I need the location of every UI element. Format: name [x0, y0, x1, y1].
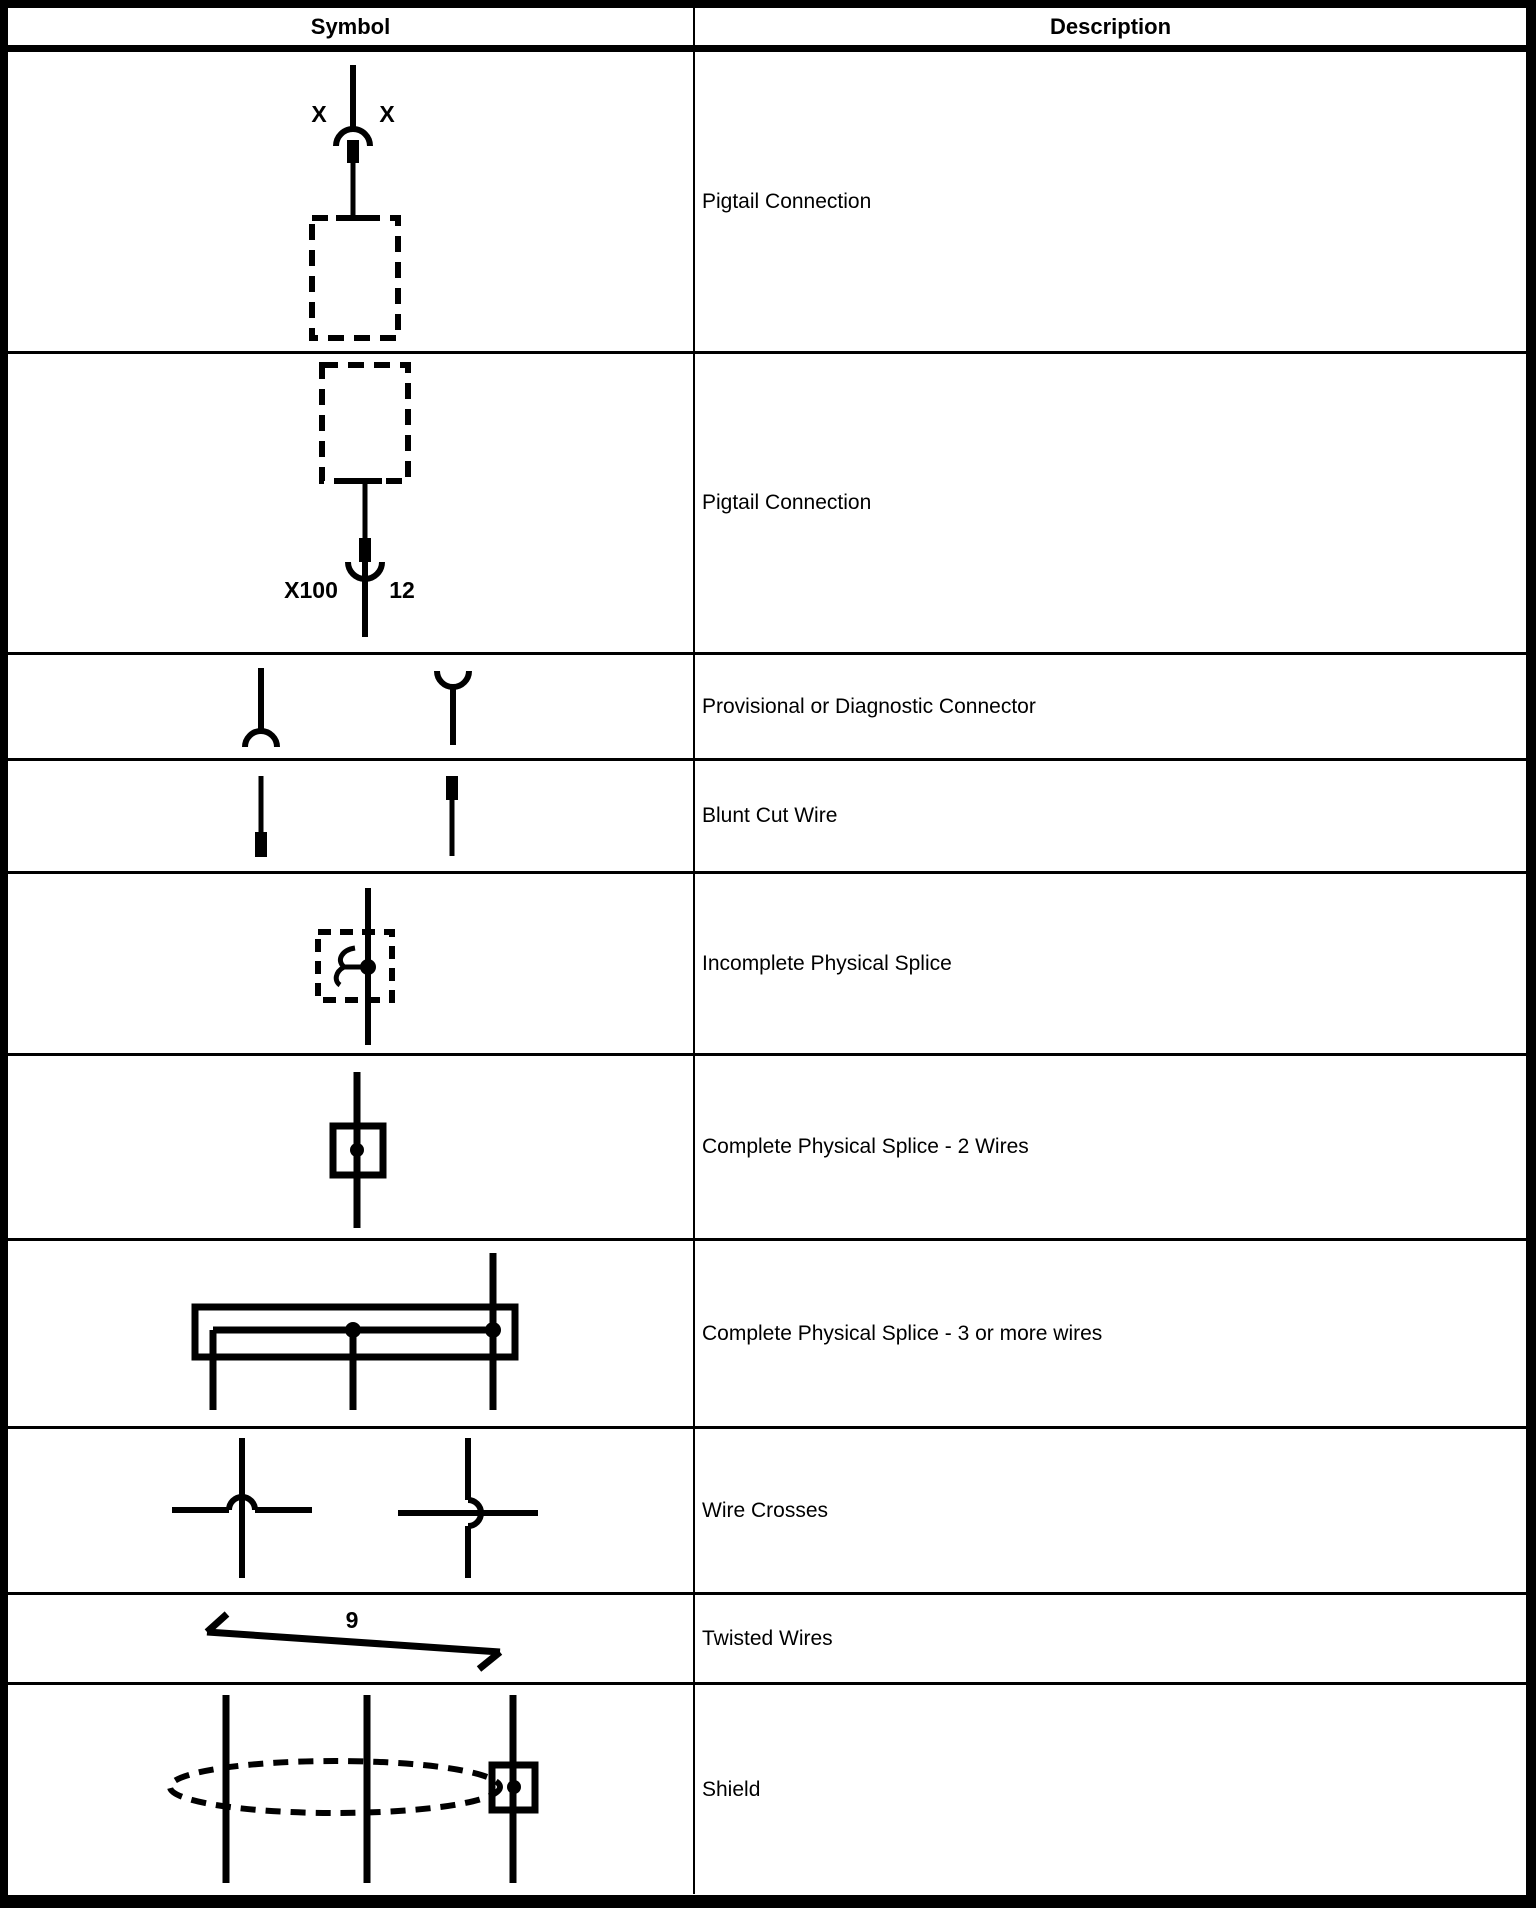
description-cell	[695, 761, 1526, 871]
pigtail-connection-male-symbol	[8, 354, 693, 652]
table-row	[8, 761, 1526, 874]
description-text: Incomplete Physical Splice	[702, 951, 952, 975]
incomplete-physical-splice-symbol	[8, 874, 693, 1053]
terminal	[359, 538, 371, 562]
symbol-cell	[8, 1056, 695, 1238]
connector-arc-up	[437, 671, 469, 687]
table-row	[8, 1685, 1526, 1894]
description-text: Shield	[702, 1777, 761, 1801]
twisted-wires-symbol	[8, 1595, 693, 1682]
description-text: Provisional or Diagnostic Connector	[702, 694, 1036, 718]
complete-physical-splice-2-wires-symbol	[8, 1056, 693, 1238]
twist-count-label: 9	[345, 1607, 359, 1633]
symbol-cell	[8, 52, 695, 351]
column-header-symbol: Symbol	[8, 8, 695, 45]
junction-dot	[507, 1780, 521, 1794]
description-text: Complete Physical Splice - 2 Wires	[702, 1135, 1029, 1158]
component-dashed-box	[322, 365, 408, 481]
provisional-or-diagnostic-connector-symbol	[8, 655, 693, 758]
column-header-description: Description	[1049, 13, 1172, 39]
complete-physical-splice-3-or-more-wires-symbol	[8, 1241, 693, 1426]
wire-crosses-symbol	[8, 1429, 693, 1592]
description-cell	[695, 874, 1526, 1053]
description-cell	[695, 52, 1526, 351]
description-cell	[695, 655, 1526, 758]
symbol-cell	[8, 1241, 695, 1426]
connector-arc-down	[245, 731, 277, 747]
twisted-pair-line	[207, 1632, 500, 1652]
table-row	[8, 1056, 1526, 1241]
blunt-end-cap	[255, 832, 267, 857]
description-cell	[695, 354, 1526, 652]
description-text: Wire Crosses	[702, 1498, 829, 1522]
symbol-cell	[8, 1595, 695, 1682]
component-dashed-box	[312, 218, 398, 338]
description-cell	[695, 1429, 1526, 1592]
symbol-cell	[8, 1429, 695, 1592]
table-row	[8, 52, 1526, 354]
table-header-row	[8, 8, 1526, 52]
table-row	[8, 1429, 1526, 1595]
description-text: Blunt Cut Wire	[702, 804, 838, 827]
shield-symbol	[8, 1685, 693, 1894]
symbol-cell	[8, 874, 695, 1053]
table-row	[8, 1595, 1526, 1685]
pigtail-connection-female-symbol	[8, 52, 693, 351]
table-row	[8, 354, 1526, 655]
description-cell	[695, 1685, 1526, 1894]
terminal	[347, 140, 359, 163]
description-cell	[695, 1241, 1526, 1426]
symbol-cell	[8, 354, 695, 652]
blunt-end-cap	[446, 776, 458, 800]
shield-dashed-ellipse	[170, 1761, 500, 1813]
pin-label-left: X	[311, 101, 327, 127]
splice-junction-dot	[350, 1143, 364, 1157]
symbol-cell	[8, 1685, 695, 1894]
pin-label-right: X	[379, 101, 395, 127]
pin-number-label: 12	[389, 577, 415, 603]
blunt-cut-wire-symbol	[8, 761, 693, 871]
splice-junction-dot	[485, 1322, 501, 1338]
description-cell	[695, 1056, 1526, 1238]
splice-junction-dot	[345, 1322, 361, 1338]
splice-junction-dot	[360, 959, 376, 975]
table-row	[8, 1241, 1526, 1429]
description-text: Pigtail Connection	[702, 189, 872, 213]
description-text: Pigtail Connection	[702, 491, 872, 514]
symbol-cell	[8, 655, 695, 758]
description-text: Complete Physical Splice - 3 or more wires	[702, 1321, 1103, 1345]
symbol-cell	[8, 761, 695, 871]
table-row	[8, 874, 1526, 1056]
table-row	[8, 655, 1526, 761]
description-text: Twisted Wires	[702, 1626, 833, 1650]
description-cell	[695, 1595, 1526, 1682]
connector-label: X100	[284, 577, 338, 603]
